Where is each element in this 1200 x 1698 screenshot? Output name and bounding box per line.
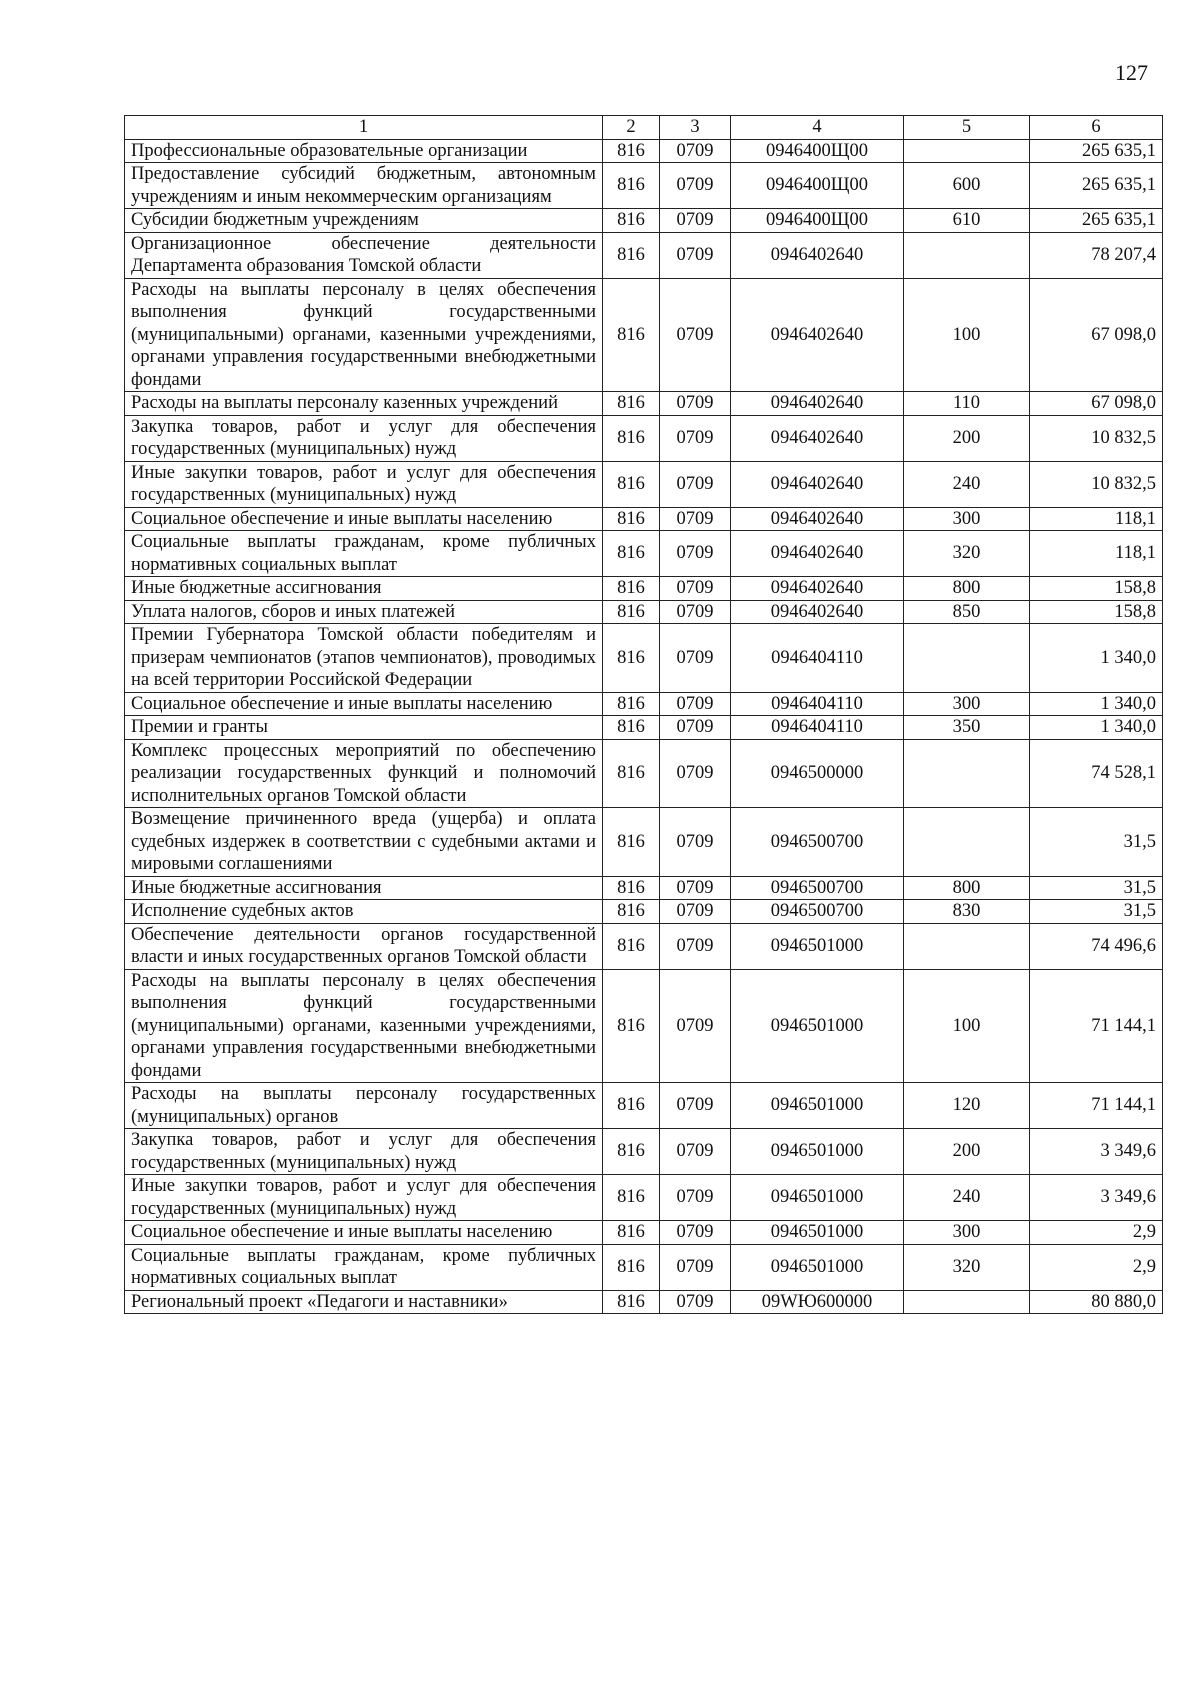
target-item-code-cell: 0946501000 [731, 1129, 904, 1175]
expense-type-code-cell: 800 [904, 577, 1030, 601]
target-item-code-cell: 0946501000 [731, 1083, 904, 1129]
table-body [125, 116, 1163, 1314]
ministry-code-cell: 816 [603, 415, 660, 461]
target-item-code-cell: 0946500700 [731, 808, 904, 877]
target-item-code-cell: 0946402640 [731, 531, 904, 577]
row-name-cell: Расходы на выплаты персоналу в целях обеспечения выполнения функций государственными (муниципальными) органами, казенными учреждениями, органами управления государственными внебюджетными фондами [125, 969, 603, 1083]
expense-type-code-cell [904, 1290, 1030, 1314]
target-item-code-cell: 0946501000 [731, 969, 904, 1083]
row-name-cell: Субсидии бюджетным учреждениям [125, 209, 603, 233]
expense-type-code-cell: 200 [904, 415, 1030, 461]
amount-cell: 3 349,6 [1030, 1129, 1163, 1175]
table-row [125, 392, 1163, 416]
target-item-code-cell: 0946500000 [731, 739, 904, 808]
row-name-cell: Социальное обеспечение и иные выплаты населению [125, 1221, 603, 1245]
column-header: 5 [904, 116, 1030, 140]
section-code-cell: 0709 [660, 1175, 731, 1221]
amount-cell: 158,8 [1030, 577, 1163, 601]
ministry-code-cell: 816 [603, 507, 660, 531]
amount-cell: 1 340,0 [1030, 624, 1163, 693]
table-row [125, 716, 1163, 740]
expense-type-code-cell: 320 [904, 1244, 1030, 1290]
expense-type-code-cell: 800 [904, 876, 1030, 900]
amount-cell: 67 098,0 [1030, 392, 1163, 416]
row-name-cell: Комплекс процессных мероприятий по обеспечению реализации государственных функций и полномочий исполнительных органов Томской области [125, 739, 603, 808]
section-code-cell: 0709 [660, 392, 731, 416]
section-code-cell: 0709 [660, 716, 731, 740]
table-row [125, 1083, 1163, 1129]
table-row [125, 923, 1163, 969]
expense-type-code-cell: 240 [904, 1175, 1030, 1221]
amount-cell: 80 880,0 [1030, 1290, 1163, 1314]
section-code-cell: 0709 [660, 969, 731, 1083]
row-name-cell: Иные бюджетные ассигнования [125, 876, 603, 900]
section-code-cell: 0709 [660, 209, 731, 233]
expense-type-code-cell: 350 [904, 716, 1030, 740]
section-code-cell: 0709 [660, 624, 731, 693]
table-row [125, 139, 1163, 163]
expense-type-code-cell: 110 [904, 392, 1030, 416]
table-row [125, 876, 1163, 900]
row-name-cell: Расходы на выплаты персоналу государственных (муниципальных) органов [125, 1083, 603, 1129]
column-header: 6 [1030, 116, 1163, 140]
expense-type-code-cell: 300 [904, 507, 1030, 531]
section-code-cell: 0709 [660, 278, 731, 392]
target-item-code-cell: 0946402640 [731, 507, 904, 531]
target-item-code-cell: 0946500700 [731, 900, 904, 924]
table-row [125, 232, 1163, 278]
section-code-cell: 0709 [660, 139, 731, 163]
row-name-cell: Иные закупки товаров, работ и услуг для обеспечения государственных (муниципальных) нужд [125, 1175, 603, 1221]
section-code-cell: 0709 [660, 1244, 731, 1290]
row-name-cell: Обеспечение деятельности органов государственной власти и иных государственных органов Томской области [125, 923, 603, 969]
table-row [125, 415, 1163, 461]
amount-cell: 74 528,1 [1030, 739, 1163, 808]
row-name-cell: Социальное обеспечение и иные выплаты населению [125, 692, 603, 716]
amount-cell: 118,1 [1030, 507, 1163, 531]
page-number: 127 [1115, 60, 1148, 85]
row-name-cell: Расходы на выплаты персоналу казенных учреждений [125, 392, 603, 416]
row-name-cell: Предоставление субсидий бюджетным, автономным учреждениям и иным некоммерческим организациям [125, 163, 603, 209]
amount-cell: 1 340,0 [1030, 716, 1163, 740]
expense-type-code-cell: 830 [904, 900, 1030, 924]
header-row [125, 116, 1163, 140]
target-item-code-cell: 0946402640 [731, 600, 904, 624]
table-row [125, 577, 1163, 601]
expense-type-code-cell: 100 [904, 969, 1030, 1083]
ministry-code-cell: 816 [603, 716, 660, 740]
amount-cell: 3 349,6 [1030, 1175, 1163, 1221]
row-name-cell: Социальные выплаты гражданам, кроме публичных нормативных социальных выплат [125, 1244, 603, 1290]
expense-type-code-cell [904, 808, 1030, 877]
expense-type-code-cell: 850 [904, 600, 1030, 624]
expense-type-code-cell [904, 923, 1030, 969]
column-header: 1 [125, 116, 603, 140]
target-item-code-cell: 0946402640 [731, 232, 904, 278]
table-row [125, 739, 1163, 808]
table-row [125, 531, 1163, 577]
expense-type-code-cell: 300 [904, 692, 1030, 716]
ministry-code-cell: 816 [603, 461, 660, 507]
ministry-code-cell: 816 [603, 969, 660, 1083]
target-item-code-cell: 0946402640 [731, 577, 904, 601]
ministry-code-cell: 816 [603, 163, 660, 209]
row-name-cell: Социальное обеспечение и иные выплаты населению [125, 507, 603, 531]
ministry-code-cell: 816 [603, 1221, 660, 1245]
target-item-code-cell: 09WЮ600000 [731, 1290, 904, 1314]
table-row [125, 461, 1163, 507]
amount-cell: 67 098,0 [1030, 278, 1163, 392]
row-name-cell: Возмещение причиненного вреда (ущерба) и оплата судебных издержек в соответствии с судебными актами и мировыми соглашениями [125, 808, 603, 877]
row-name-cell: Иные закупки товаров, работ и услуг для обеспечения государственных (муниципальных) нужд [125, 461, 603, 507]
section-code-cell: 0709 [660, 900, 731, 924]
target-item-code-cell: 0946404110 [731, 692, 904, 716]
row-name-cell: Профессиональные образовательные организации [125, 139, 603, 163]
ministry-code-cell: 816 [603, 577, 660, 601]
ministry-code-cell: 816 [603, 624, 660, 693]
target-item-code-cell: 0946402640 [731, 415, 904, 461]
row-name-cell: Закупка товаров, работ и услуг для обеспечения государственных (муниципальных) нужд [125, 415, 603, 461]
amount-cell: 71 144,1 [1030, 1083, 1163, 1129]
ministry-code-cell: 816 [603, 900, 660, 924]
expense-type-code-cell: 240 [904, 461, 1030, 507]
section-code-cell: 0709 [660, 461, 731, 507]
ministry-code-cell: 816 [603, 808, 660, 877]
table-row [125, 969, 1163, 1083]
target-item-code-cell: 0946402640 [731, 392, 904, 416]
section-code-cell: 0709 [660, 1290, 731, 1314]
amount-cell: 71 144,1 [1030, 969, 1163, 1083]
amount-cell: 2,9 [1030, 1221, 1163, 1245]
amount-cell: 1 340,0 [1030, 692, 1163, 716]
section-code-cell: 0709 [660, 808, 731, 877]
row-name-cell: Премии Губернатора Томской области победителям и призерам чемпионатов (этапов чемпионатов), проводимых на всей территории Российской Федерации [125, 624, 603, 693]
ministry-code-cell: 816 [603, 876, 660, 900]
target-item-code-cell: 0946501000 [731, 923, 904, 969]
amount-cell: 31,5 [1030, 900, 1163, 924]
row-name-cell: Премии и гранты [125, 716, 603, 740]
target-item-code-cell: 0946501000 [731, 1221, 904, 1245]
table-row [125, 624, 1163, 693]
ministry-code-cell: 816 [603, 531, 660, 577]
section-code-cell: 0709 [660, 531, 731, 577]
section-code-cell: 0709 [660, 923, 731, 969]
ministry-code-cell: 816 [603, 600, 660, 624]
table-row [125, 1244, 1163, 1290]
expense-type-code-cell [904, 624, 1030, 693]
table-row [125, 808, 1163, 877]
amount-cell: 265 635,1 [1030, 139, 1163, 163]
amount-cell: 78 207,4 [1030, 232, 1163, 278]
expense-type-code-cell: 120 [904, 1083, 1030, 1129]
target-item-code-cell: 0946400Щ00 [731, 163, 904, 209]
row-name-cell: Расходы на выплаты персоналу в целях обеспечения выполнения функций государственными (муниципальными) органами, казенными учреждениями, органами управления государственными внебюджетными фондами [125, 278, 603, 392]
row-name-cell: Организационное обеспечение деятельности Департамента образования Томской области [125, 232, 603, 278]
table-row [125, 1290, 1163, 1314]
target-item-code-cell: 0946501000 [731, 1244, 904, 1290]
amount-cell: 158,8 [1030, 600, 1163, 624]
expense-type-code-cell: 610 [904, 209, 1030, 233]
ministry-code-cell: 816 [603, 1083, 660, 1129]
table-row [125, 900, 1163, 924]
row-name-cell: Иные бюджетные ассигнования [125, 577, 603, 601]
ministry-code-cell: 816 [603, 232, 660, 278]
section-code-cell: 0709 [660, 600, 731, 624]
column-header: 4 [731, 116, 904, 140]
column-header: 2 [603, 116, 660, 140]
table-row [125, 600, 1163, 624]
amount-cell: 118,1 [1030, 531, 1163, 577]
ministry-code-cell: 816 [603, 1244, 660, 1290]
target-item-code-cell: 0946501000 [731, 1175, 904, 1221]
expense-type-code-cell [904, 232, 1030, 278]
target-item-code-cell: 0946402640 [731, 461, 904, 507]
amount-cell: 10 832,5 [1030, 461, 1163, 507]
section-code-cell: 0709 [660, 1129, 731, 1175]
ministry-code-cell: 816 [603, 1290, 660, 1314]
section-code-cell: 0709 [660, 163, 731, 209]
column-header: 3 [660, 116, 731, 140]
target-item-code-cell: 0946500700 [731, 876, 904, 900]
table-row [125, 163, 1163, 209]
section-code-cell: 0709 [660, 1083, 731, 1129]
ministry-code-cell: 816 [603, 209, 660, 233]
expense-type-code-cell: 600 [904, 163, 1030, 209]
ministry-code-cell: 816 [603, 923, 660, 969]
table-row [125, 209, 1163, 233]
table-row [125, 1129, 1163, 1175]
ministry-code-cell: 816 [603, 392, 660, 416]
section-code-cell: 0709 [660, 739, 731, 808]
expense-type-code-cell [904, 739, 1030, 808]
amount-cell: 265 635,1 [1030, 163, 1163, 209]
ministry-code-cell: 816 [603, 739, 660, 808]
target-item-code-cell: 0946402640 [731, 278, 904, 392]
expense-type-code-cell: 200 [904, 1129, 1030, 1175]
ministry-code-cell: 816 [603, 692, 660, 716]
amount-cell: 31,5 [1030, 808, 1163, 877]
row-name-cell: Уплата налогов, сборов и иных платежей [125, 600, 603, 624]
amount-cell: 74 496,6 [1030, 923, 1163, 969]
section-code-cell: 0709 [660, 415, 731, 461]
amount-cell: 31,5 [1030, 876, 1163, 900]
ministry-code-cell: 816 [603, 278, 660, 392]
row-name-cell: Закупка товаров, работ и услуг для обеспечения государственных (муниципальных) нужд [125, 1129, 603, 1175]
expense-type-code-cell [904, 139, 1030, 163]
target-item-code-cell: 0946404110 [731, 624, 904, 693]
row-name-cell: Региональный проект «Педагоги и наставники» [125, 1290, 603, 1314]
target-item-code-cell: 0946400Щ00 [731, 209, 904, 233]
table-row [125, 507, 1163, 531]
section-code-cell: 0709 [660, 507, 731, 531]
table-row [125, 1221, 1163, 1245]
amount-cell: 2,9 [1030, 1244, 1163, 1290]
row-name-cell: Социальные выплаты гражданам, кроме публичных нормативных социальных выплат [125, 531, 603, 577]
table-row [125, 1175, 1163, 1221]
section-code-cell: 0709 [660, 1221, 731, 1245]
section-code-cell: 0709 [660, 577, 731, 601]
ministry-code-cell: 816 [603, 1129, 660, 1175]
table-row [125, 278, 1163, 392]
ministry-code-cell: 816 [603, 139, 660, 163]
target-item-code-cell: 0946404110 [731, 716, 904, 740]
amount-cell: 10 832,5 [1030, 415, 1163, 461]
expense-type-code-cell: 100 [904, 278, 1030, 392]
table-row [125, 692, 1163, 716]
expense-type-code-cell: 300 [904, 1221, 1030, 1245]
ministry-code-cell: 816 [603, 1175, 660, 1221]
amount-cell: 265 635,1 [1030, 209, 1163, 233]
budget-table [124, 115, 1163, 1314]
expense-type-code-cell: 320 [904, 531, 1030, 577]
section-code-cell: 0709 [660, 692, 731, 716]
target-item-code-cell: 0946400Щ00 [731, 139, 904, 163]
section-code-cell: 0709 [660, 232, 731, 278]
row-name-cell: Исполнение судебных актов [125, 900, 603, 924]
section-code-cell: 0709 [660, 876, 731, 900]
